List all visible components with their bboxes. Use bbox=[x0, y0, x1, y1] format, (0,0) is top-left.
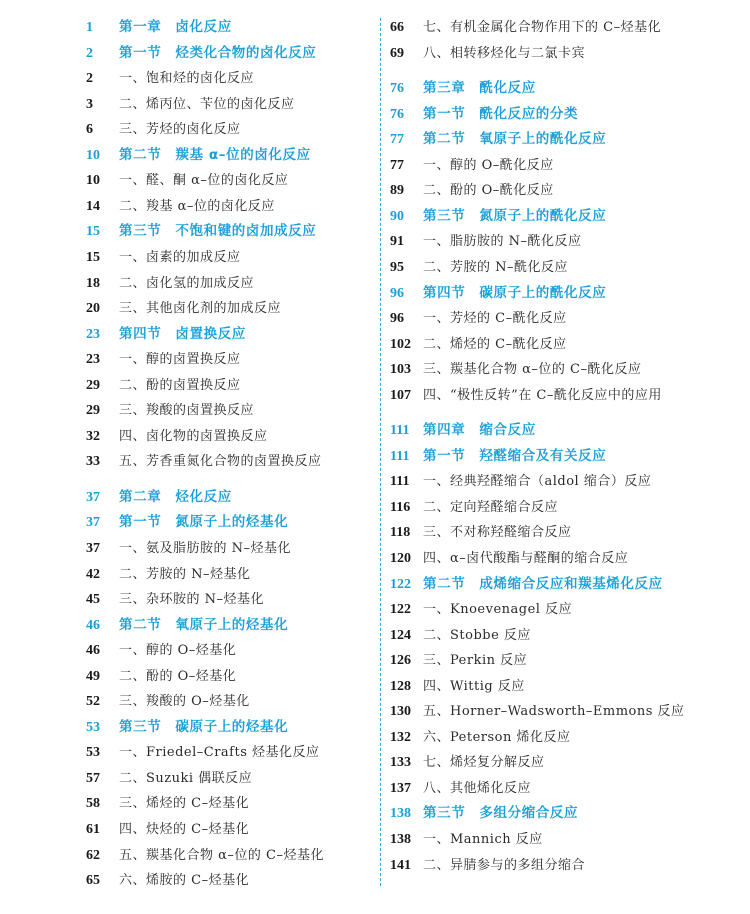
toc-page-number: 69 bbox=[390, 46, 404, 61]
toc-title: 二、烯烃的 C–酰化反应 bbox=[423, 337, 567, 352]
toc-title: 八、相转移烃化与二氯卡宾 bbox=[423, 46, 586, 61]
toc-page-number: 10 bbox=[86, 173, 100, 188]
toc-page-number: 1 bbox=[86, 20, 93, 35]
toc-page-number: 76 bbox=[390, 107, 404, 122]
toc-page-number: 107 bbox=[390, 388, 411, 403]
toc-page-number: 65 bbox=[86, 873, 100, 888]
toc-title: 三、不对称羟醛缩合反应 bbox=[423, 525, 572, 540]
toc-page-number: 6 bbox=[86, 122, 93, 137]
toc-title: 一、醇的卤置换反应 bbox=[119, 352, 241, 367]
toc-page-number: 138 bbox=[390, 806, 411, 821]
toc-title: 二、Suzuki 偶联反应 bbox=[119, 771, 253, 786]
toc-title: 一、脂肪胺的 N–酰化反应 bbox=[423, 234, 582, 249]
toc-page-number: 77 bbox=[390, 132, 404, 147]
toc-entry bbox=[86, 194, 275, 216]
toc-heading bbox=[86, 613, 288, 635]
toc-page-number: 42 bbox=[86, 567, 100, 582]
toc-page-number: 66 bbox=[390, 20, 404, 35]
toc-page-number: 77 bbox=[390, 158, 404, 173]
toc-page-number: 62 bbox=[86, 848, 100, 863]
toc-title: 二、Stobbe 反应 bbox=[423, 628, 531, 643]
toc-entry bbox=[390, 495, 558, 517]
toc-entry bbox=[86, 245, 241, 267]
toc-page-number: 57 bbox=[86, 771, 100, 786]
toc-entry bbox=[86, 689, 250, 711]
toc-page-number: 102 bbox=[390, 337, 411, 352]
toc-entry bbox=[86, 536, 291, 558]
toc-page-number: 32 bbox=[86, 429, 100, 444]
toc-title: 五、Horner–Wadsworth–Emmons 反应 bbox=[423, 704, 685, 719]
toc-page-number: 53 bbox=[86, 720, 100, 735]
toc-title: 第二节 成烯缩合反应和羰基烯化反应 bbox=[423, 576, 663, 592]
toc-page-number: 46 bbox=[86, 643, 100, 658]
toc-title: 第三节 碳原子上的烃基化 bbox=[119, 719, 289, 735]
toc-heading bbox=[86, 143, 311, 165]
toc-page-number: 49 bbox=[86, 669, 100, 684]
toc-title: 第一节 酰化反应的分类 bbox=[423, 106, 579, 122]
toc-entry bbox=[390, 827, 543, 849]
toc-page-number: 91 bbox=[390, 234, 404, 249]
toc-title: 七、烯烃复分解反应 bbox=[423, 755, 545, 770]
toc-title: 三、羧酸的卤置换反应 bbox=[119, 403, 255, 418]
toc-title: 八、其他烯化反应 bbox=[423, 781, 532, 796]
toc-title: 第四节 卤置换反应 bbox=[119, 326, 246, 342]
toc-title: 第一章 卤化反应 bbox=[119, 19, 232, 35]
toc-page-number: 15 bbox=[86, 224, 100, 239]
toc-page-number: 122 bbox=[390, 602, 411, 617]
toc-entry bbox=[86, 638, 236, 660]
toc-heading bbox=[86, 510, 288, 532]
toc-page-number: 96 bbox=[390, 311, 404, 326]
toc-title: 四、卤化物的卤置换反应 bbox=[119, 429, 268, 444]
toc-page-number: 116 bbox=[390, 500, 411, 515]
toc-title: 四、Wittig 反应 bbox=[423, 679, 525, 694]
toc-title: 第二节 羰基 α–位的卤化反应 bbox=[119, 147, 311, 163]
toc-entry bbox=[390, 178, 554, 200]
toc-page-number: 18 bbox=[86, 276, 100, 291]
toc-heading bbox=[390, 281, 606, 303]
toc-entry bbox=[390, 357, 642, 379]
toc-page-number: 118 bbox=[390, 525, 411, 540]
toc-entry bbox=[86, 347, 241, 369]
toc-page-number: 2 bbox=[86, 71, 93, 86]
column-divider bbox=[380, 18, 381, 886]
toc-entry bbox=[86, 424, 268, 446]
toc-page-number: 37 bbox=[86, 490, 100, 505]
toc-page-number: 111 bbox=[390, 449, 410, 464]
toc-page-number: 46 bbox=[86, 618, 100, 633]
toc-entry bbox=[86, 791, 249, 813]
toc-title: 一、醛、酮 α–位的卤化反应 bbox=[119, 173, 289, 188]
toc-entry bbox=[390, 699, 685, 721]
toc-heading bbox=[390, 572, 663, 594]
toc-title: 六、Peterson 烯化反应 bbox=[423, 730, 571, 745]
toc-heading bbox=[86, 15, 232, 37]
toc-entry bbox=[390, 623, 531, 645]
toc-title: 第三节 多组分缩合反应 bbox=[423, 805, 579, 821]
toc-entry bbox=[86, 817, 249, 839]
toc-heading bbox=[86, 322, 246, 344]
toc-title: 五、羰基化合物 α–位的 C–烃基化 bbox=[119, 848, 324, 863]
toc-title: 四、“极性反转”在 C–酰化反应中的应用 bbox=[423, 388, 662, 403]
toc-entry bbox=[86, 449, 322, 471]
toc-page-number: 37 bbox=[86, 515, 100, 530]
toc-entry bbox=[86, 296, 281, 318]
toc-title: 第三章 酰化反应 bbox=[423, 80, 536, 96]
toc-page-number: 58 bbox=[86, 796, 100, 811]
toc-entry bbox=[390, 469, 651, 491]
toc-title: 第一节 羟醛缩合及有关反应 bbox=[423, 448, 607, 464]
toc-page-number: 95 bbox=[390, 260, 404, 275]
toc-page-number: 23 bbox=[86, 352, 100, 367]
toc-page-number: 90 bbox=[390, 209, 404, 224]
toc-page-number: 124 bbox=[390, 628, 411, 643]
toc-page-number: 2 bbox=[86, 46, 93, 61]
toc-heading bbox=[86, 219, 316, 241]
toc-heading bbox=[86, 41, 316, 63]
toc-heading bbox=[86, 485, 232, 507]
toc-title: 第四节 碳原子上的酰化反应 bbox=[423, 285, 607, 301]
toc-page-number: 128 bbox=[390, 679, 411, 694]
toc-title: 一、醇的 O–烃基化 bbox=[119, 643, 237, 658]
toc-entry bbox=[86, 868, 249, 890]
toc-title: 一、卤素的加成反应 bbox=[119, 250, 241, 265]
toc-entry bbox=[86, 66, 254, 88]
toc-page-number: 29 bbox=[86, 403, 100, 418]
toc-title: 三、烯烃的 C–烃基化 bbox=[119, 796, 250, 811]
toc-entry bbox=[390, 306, 567, 328]
toc-page-number: 33 bbox=[86, 454, 100, 469]
toc-page-number: 76 bbox=[390, 81, 404, 96]
toc-entry bbox=[86, 373, 241, 395]
toc-page-number: 89 bbox=[390, 183, 404, 198]
toc-page-number: 122 bbox=[390, 577, 411, 592]
toc-title: 三、Perkin 反应 bbox=[423, 653, 528, 668]
toc-title: 一、氨及脂肪胺的 N–烃基化 bbox=[119, 541, 292, 556]
toc-entry bbox=[390, 750, 545, 772]
toc-title: 二、酚的 O–酰化反应 bbox=[423, 183, 554, 198]
toc-entry bbox=[390, 383, 662, 405]
toc-title: 一、经典羟醛缩合（aldol 缩合）反应 bbox=[423, 474, 652, 489]
toc-page-number: 23 bbox=[86, 327, 100, 342]
toc-page-number: 141 bbox=[390, 858, 411, 873]
toc-entry bbox=[390, 776, 531, 798]
toc-page-number: 53 bbox=[86, 745, 100, 760]
toc-title: 第三节 不饱和键的卤加成反应 bbox=[119, 223, 317, 239]
toc-title: 四、α–卤代酸酯与醛酮的缩合反应 bbox=[423, 551, 629, 566]
toc-entry bbox=[390, 648, 527, 670]
toc-page-number: 10 bbox=[86, 148, 100, 163]
toc-page-number: 130 bbox=[390, 704, 411, 719]
toc-heading bbox=[86, 715, 288, 737]
toc-title: 二、烯丙位、苄位的卤化反应 bbox=[119, 97, 295, 112]
toc-entry bbox=[86, 271, 254, 293]
toc-entry bbox=[86, 766, 252, 788]
toc-title: 第一节 氮原子上的烃基化 bbox=[119, 514, 289, 530]
toc-title: 一、醇的 O–酰化反应 bbox=[423, 158, 554, 173]
toc-page-number: 61 bbox=[86, 822, 100, 837]
toc-title: 一、饱和烃的卤化反应 bbox=[119, 71, 255, 86]
toc-title: 第二节 氧原子上的酰化反应 bbox=[423, 131, 607, 147]
toc-title: 三、芳烃的卤化反应 bbox=[119, 122, 241, 137]
toc-entry bbox=[86, 843, 324, 865]
toc-title: 一、Knoevenagel 反应 bbox=[423, 602, 573, 617]
toc-entry bbox=[86, 117, 241, 139]
toc-title: 三、杂环胺的 N–烃基化 bbox=[119, 592, 265, 607]
toc-title: 三、羧酸的 O–烃基化 bbox=[119, 694, 250, 709]
toc-entry bbox=[390, 674, 525, 696]
toc-entry bbox=[390, 546, 628, 568]
toc-title: 第四章 缩合反应 bbox=[423, 422, 536, 438]
toc-title: 第三节 氮原子上的酰化反应 bbox=[423, 208, 607, 224]
toc-entry bbox=[390, 597, 572, 619]
toc-entry bbox=[390, 332, 567, 354]
toc-page-number: 132 bbox=[390, 730, 411, 745]
toc-entry bbox=[86, 664, 236, 686]
toc-title: 第一节 烃类化合物的卤化反应 bbox=[119, 45, 317, 61]
toc-title: 一、Friedel–Crafts 烃基化反应 bbox=[119, 745, 320, 760]
toc-page-number: 15 bbox=[86, 250, 100, 265]
toc-page-number: 29 bbox=[86, 378, 100, 393]
toc-heading bbox=[390, 127, 606, 149]
toc-title: 二、卤化氢的加成反应 bbox=[119, 276, 255, 291]
toc-entry bbox=[86, 740, 320, 762]
toc-page-number: 20 bbox=[86, 301, 100, 316]
toc-page-number: 103 bbox=[390, 362, 411, 377]
toc-heading bbox=[390, 76, 536, 98]
toc-title: 二、芳胺的 N–烃基化 bbox=[119, 567, 251, 582]
toc-page-number: 126 bbox=[390, 653, 411, 668]
toc-page-number: 111 bbox=[390, 474, 410, 489]
toc-entry bbox=[390, 853, 585, 875]
toc-entry bbox=[86, 562, 251, 584]
toc-title: 一、Mannich 反应 bbox=[423, 832, 543, 847]
toc-title: 二、异腈参与的多组分缩合 bbox=[423, 858, 586, 873]
toc-page-number: 120 bbox=[390, 551, 411, 566]
toc-page-number: 52 bbox=[86, 694, 100, 709]
toc-title: 二、羧基 α–位的卤化反应 bbox=[119, 199, 275, 214]
toc-heading bbox=[390, 418, 536, 440]
toc-entry bbox=[86, 587, 264, 609]
toc-entry bbox=[390, 153, 554, 175]
toc-title: 二、芳胺的 N–酰化反应 bbox=[423, 260, 569, 275]
toc-title: 六、烯胺的 C–烃基化 bbox=[119, 873, 250, 888]
toc-entry bbox=[390, 15, 661, 37]
toc-page-number: 37 bbox=[86, 541, 100, 556]
toc-heading bbox=[390, 102, 578, 124]
toc-title: 二、定向羟醛缩合反应 bbox=[423, 500, 559, 515]
toc-entry bbox=[390, 725, 571, 747]
toc-entry bbox=[390, 255, 568, 277]
toc-entry bbox=[86, 168, 288, 190]
toc-title: 三、其他卤化剂的加成反应 bbox=[119, 301, 282, 316]
toc-heading bbox=[390, 801, 578, 823]
toc-entry bbox=[86, 398, 254, 420]
toc-entry bbox=[390, 41, 585, 63]
toc-entry bbox=[86, 92, 295, 114]
toc-title: 七、有机金属化合物作用下的 C–烃基化 bbox=[423, 20, 662, 35]
toc-title: 一、芳烃的 C–酰化反应 bbox=[423, 311, 567, 326]
toc-heading bbox=[390, 204, 606, 226]
toc-title: 二、酚的卤置换反应 bbox=[119, 378, 241, 393]
toc-heading bbox=[390, 444, 606, 466]
toc-page-number: 137 bbox=[390, 781, 411, 796]
toc-entry bbox=[390, 229, 582, 251]
toc-page-number: 3 bbox=[86, 97, 93, 112]
toc-title: 二、酚的 O–烃基化 bbox=[119, 669, 237, 684]
toc-title: 四、炔烃的 C–烃基化 bbox=[119, 822, 250, 837]
toc-page-number: 14 bbox=[86, 199, 100, 214]
toc-title: 五、芳香重氮化合物的卤置换反应 bbox=[119, 454, 322, 469]
toc-page-number: 111 bbox=[390, 423, 410, 438]
toc-page-number: 96 bbox=[390, 286, 404, 301]
toc-page-number: 138 bbox=[390, 832, 411, 847]
toc-page-number: 133 bbox=[390, 755, 411, 770]
toc-title: 三、羰基化合物 α–位的 C–酰化反应 bbox=[423, 362, 642, 377]
toc-title: 第二章 烃化反应 bbox=[119, 489, 232, 505]
toc-entry bbox=[390, 520, 572, 542]
toc-page-number: 45 bbox=[86, 592, 100, 607]
toc-title: 第二节 氧原子上的烃基化 bbox=[119, 617, 289, 633]
